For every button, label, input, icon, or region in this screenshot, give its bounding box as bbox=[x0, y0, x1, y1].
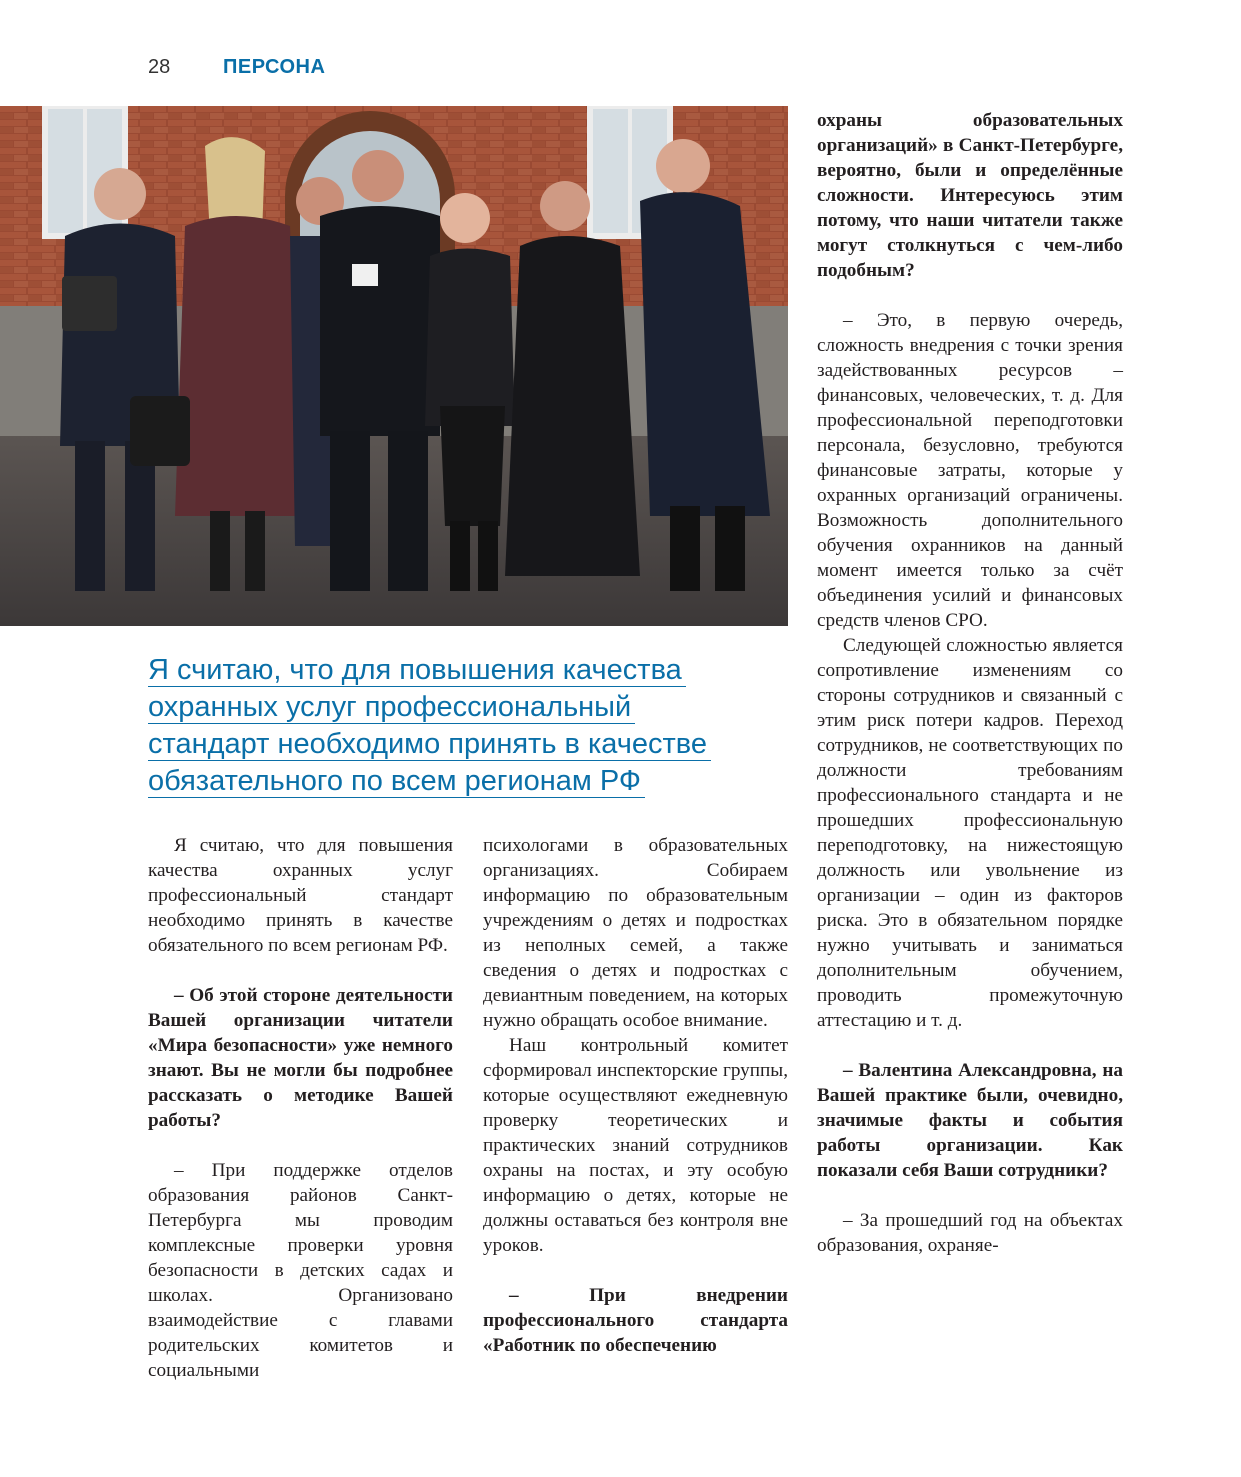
paragraph: психологами в образовательных организациях. Собираем информацию по образовательным учреждениям о детях и подростках из неполных семей, а также сведения о детях и подростках с девиантным поведением, на которых нужно обращать особое внимание. bbox=[483, 835, 788, 1031]
question: – Об этой стороне деятельности Вашей организации читатели «Мира безопасности» уже немного знают. Вы не могли бы подробнее рассказать о методике Вашей работы? bbox=[148, 985, 453, 1131]
text-column-3 bbox=[817, 108, 1123, 1258]
text-column-2 bbox=[483, 833, 788, 1358]
paragraph: Следующей сложностью является сопротивление изменениям со стороны сотрудников и связанный с этим риск потери кадров. Переход сотрудников, не соответствующих по должности требованиям профессионального стандарта и не прошедших профессиональную переподготовку, на нижестоящую должность или увольнение из организации – один из факторов риска. Это в обязательном порядке нужно учитывать и заниматься дополнительным обучением, проводить промежуточную аттестацию и т. д. bbox=[817, 635, 1123, 1031]
pull-quote bbox=[148, 652, 748, 800]
paragraph: – При поддержке отделов образования районов Санкт-Петербурга мы проводим комплексные проверки уровня безопасности в детских садах и школах. Организовано взаимодействие с главами родительских комитетов и социальными bbox=[148, 1160, 453, 1381]
pull-quote-line: стандарт необходимо принять в качестве bbox=[148, 726, 748, 763]
question: охраны образовательных организаций» в Санкт-Петербурге, вероятно, были и определённые сложности. Интересуюсь этим потому, что наши читатели также могут столкнуться с чем-либо подобным? bbox=[817, 110, 1123, 281]
text-column-1 bbox=[148, 833, 453, 1383]
paragraph: Наш контрольный комитет сформировал инспекторские группы, которые осуществляют ежедневную проверку теоретических и практических знаний сотрудников охраны на постах, и эту особую информацию о детях, которые не должны оставаться без контроля вне уроков. bbox=[483, 1035, 788, 1256]
pull-quote-line: обязательного по всем регионам РФ bbox=[148, 763, 748, 800]
pull-quote-line: охранных услуг профессиональный bbox=[148, 689, 748, 726]
paragraph: Я считаю, что для повышения качества охранных услуг профессиональный стандарт необходимо принять в качестве обязательного по всем регионам РФ. bbox=[148, 835, 453, 956]
paragraph: – Это, в первую очередь, сложность внедрения с точки зрения задействованных ресурсов – финансовых, человеческих, т. д. Для профессиональной переподготовки персонала, безусловно, требуются финансовые затраты, которые у охранных организаций ограничены. Возможность дополнительного обучения охранников на данный момент имеется только за счёт объединения усилий и финансовых средств членов СРО. bbox=[817, 310, 1123, 631]
paragraph: – За прошедший год на объектах образования, охраняе- bbox=[817, 1210, 1123, 1256]
group-photo bbox=[0, 106, 788, 626]
question: – При внедрении профессионального стандарта «Работник по обеспечению bbox=[483, 1285, 788, 1356]
page-number: 28 bbox=[148, 56, 171, 78]
section-title: ПЕРСОНА bbox=[223, 56, 326, 78]
question: – Валентина Александровна, на Вашей практике были, очевидно, значимые факты и события работы организации. Как показали себя Ваши сотрудники? bbox=[817, 1060, 1123, 1181]
pull-quote-line: Я считаю, что для повышения качества bbox=[148, 652, 748, 689]
